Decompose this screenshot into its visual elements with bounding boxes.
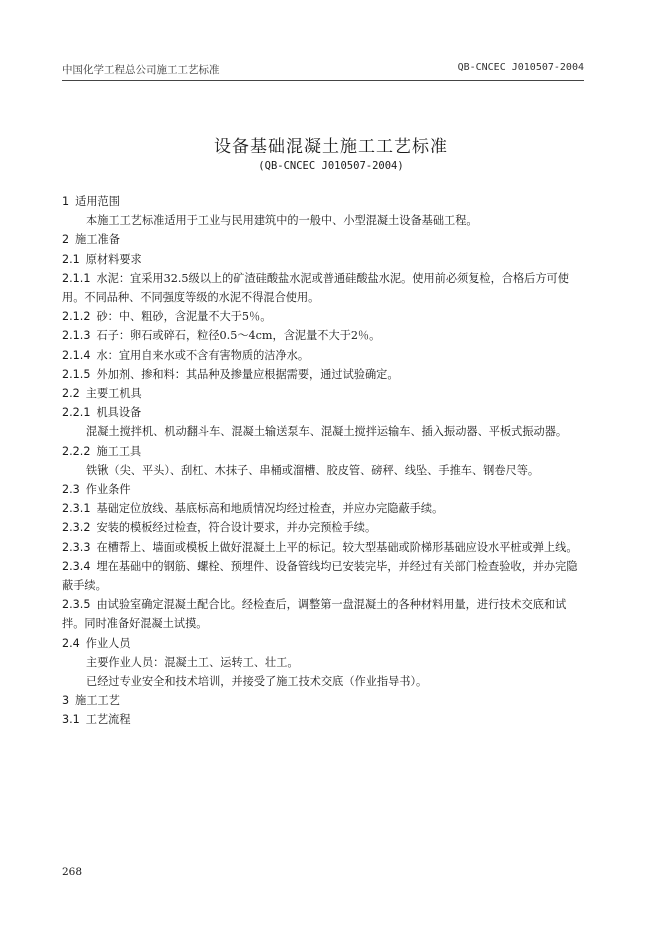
header-standard-code: QB-CNCEC J010507-2004 — [457, 62, 584, 73]
section-number: 2.3.3 — [62, 540, 91, 554]
line-text: 安装的模板经过检查，符合设计要求，并办完预检手续。 — [96, 521, 377, 535]
section-number: 2.1.5 — [62, 367, 91, 381]
section-heading — [62, 384, 584, 403]
paragraph-line — [62, 538, 584, 557]
section-number: 2.2 — [62, 387, 80, 401]
section-number: 2.4 — [62, 636, 80, 650]
line-text: 本施工工艺标准适用于工业与民用建筑中的一般中、小型混凝土设备基础工程。 — [86, 214, 478, 228]
paragraph-line — [62, 211, 584, 230]
section-heading — [62, 480, 584, 499]
paragraph-line — [62, 557, 584, 595]
section-number: 2.3.1 — [62, 502, 91, 516]
section-heading — [62, 634, 584, 653]
section-number: 2.1.2 — [62, 310, 91, 324]
line-text: 工艺流程 — [85, 713, 131, 727]
line-text: 砂：中、粗砂，含泥量不大于5％。 — [96, 310, 272, 324]
paragraph-line — [62, 499, 584, 518]
line-text: 埋在基础中的钢筋、螺栓、预埋件、设备管线均已安装完毕，并经过有关部门检查验收，并办完隐蔽手续。 — [62, 559, 578, 593]
section-heading — [62, 250, 584, 269]
paragraph-line — [62, 672, 584, 691]
line-text: 作业条件 — [85, 483, 131, 497]
line-text: 原材料要求 — [85, 252, 142, 266]
paragraph-line — [62, 442, 584, 461]
section-number: 2.1.4 — [62, 348, 91, 362]
section-number: 3 — [62, 694, 70, 708]
section-number: 2.2.2 — [62, 444, 91, 458]
section-number: 3.1 — [62, 713, 80, 727]
line-text: 施工工艺 — [75, 694, 120, 708]
line-text: 作业人员 — [85, 636, 131, 650]
document-body — [62, 192, 584, 730]
line-text: 在槽帮上、墙面或模板上做好混凝土上平的标记。较大型基础或阶梯形基础应设水平桩或弹上线。 — [96, 540, 578, 554]
section-heading — [62, 691, 584, 710]
section-number: 2.1.3 — [62, 329, 91, 343]
section-number: 2.2.1 — [62, 406, 91, 420]
line-text: 施工工具 — [96, 444, 142, 458]
line-text: 机具设备 — [96, 406, 142, 420]
section-number: 2.3.2 — [62, 521, 91, 535]
section-heading — [62, 192, 584, 211]
line-text: 适用范围 — [75, 195, 120, 208]
document-subtitle: (QB-CNCEC J010507-2004) — [258, 160, 404, 172]
line-text: 铁锹（尖、平头）、刮杠、木抹子、串桶或溜槽、胶皮管、磅秤、线坠、手推车、钢卷尺等。 — [86, 463, 540, 477]
header-left-text: 中国化学工程总公司施工工艺标准 — [62, 64, 220, 76]
line-text: 水泥：宜采用32.5级以上的矿渣硅酸盐水泥或普通硅酸盐水泥。使用前必须复检，合格后方可使用。不同品种、不同强度等级的水泥不得混合使用。 — [62, 271, 569, 305]
paragraph-line — [62, 326, 584, 345]
section-heading — [62, 710, 584, 729]
line-text: 由试验室确定混凝土配合比。经检查后，调整第一盘混凝土的各种材料用量，进行技术交底和试拌。同时准备好混凝土试摸。 — [62, 598, 567, 631]
section-heading — [62, 230, 584, 249]
line-text: 主要作业人员：混凝土工、运转工、壮工。 — [86, 655, 299, 669]
document-title: 设备基础混凝土施工工艺标准 — [214, 137, 448, 157]
paragraph-line — [62, 307, 584, 326]
line-text: 已经过专业安全和技术培训，并接受了施工技术交底（作业指导书）。 — [86, 675, 428, 689]
paragraph-line — [62, 422, 584, 441]
paragraph-line — [62, 653, 584, 672]
line-text: 外加剂、掺和料：其品种及掺量应根据需要，通过试验确定。 — [96, 367, 399, 381]
paragraph-line — [62, 518, 584, 537]
page-number: 268 — [62, 866, 83, 878]
paragraph-line — [62, 403, 584, 422]
line-text: 主要工机具 — [85, 387, 142, 401]
section-number: 2.1 — [62, 252, 80, 266]
section-number: 2.1.1 — [62, 271, 91, 285]
paragraph-line — [62, 365, 584, 384]
line-text: 施工准备 — [75, 233, 120, 247]
paragraph-line — [62, 595, 584, 633]
line-text: 石子：卵石或碎石，粒径0.5～4cm，含泥量不大于2％。 — [96, 329, 381, 343]
paragraph-line — [62, 346, 584, 365]
line-text: 水：宜用自来水或不含有害物质的洁净水。 — [96, 348, 310, 362]
page-header — [62, 62, 584, 81]
section-number: 2.3.5 — [62, 598, 91, 612]
line-text: 基础定位放线、基底标高和地质情况均经过检查，并应办完隐蔽手续。 — [96, 502, 444, 516]
section-number: 2.3 — [62, 483, 80, 497]
section-number: 2 — [62, 233, 70, 247]
paragraph-line — [62, 269, 584, 307]
section-number: 2.3.4 — [62, 559, 91, 573]
paragraph-line — [62, 461, 584, 480]
section-number: 1 — [62, 195, 70, 208]
line-text: 混凝土搅拌机、机动翻斗车、混凝土输送泵车、混凝土搅拌运输车、插入振动器、平板式振动器。 — [86, 425, 568, 439]
